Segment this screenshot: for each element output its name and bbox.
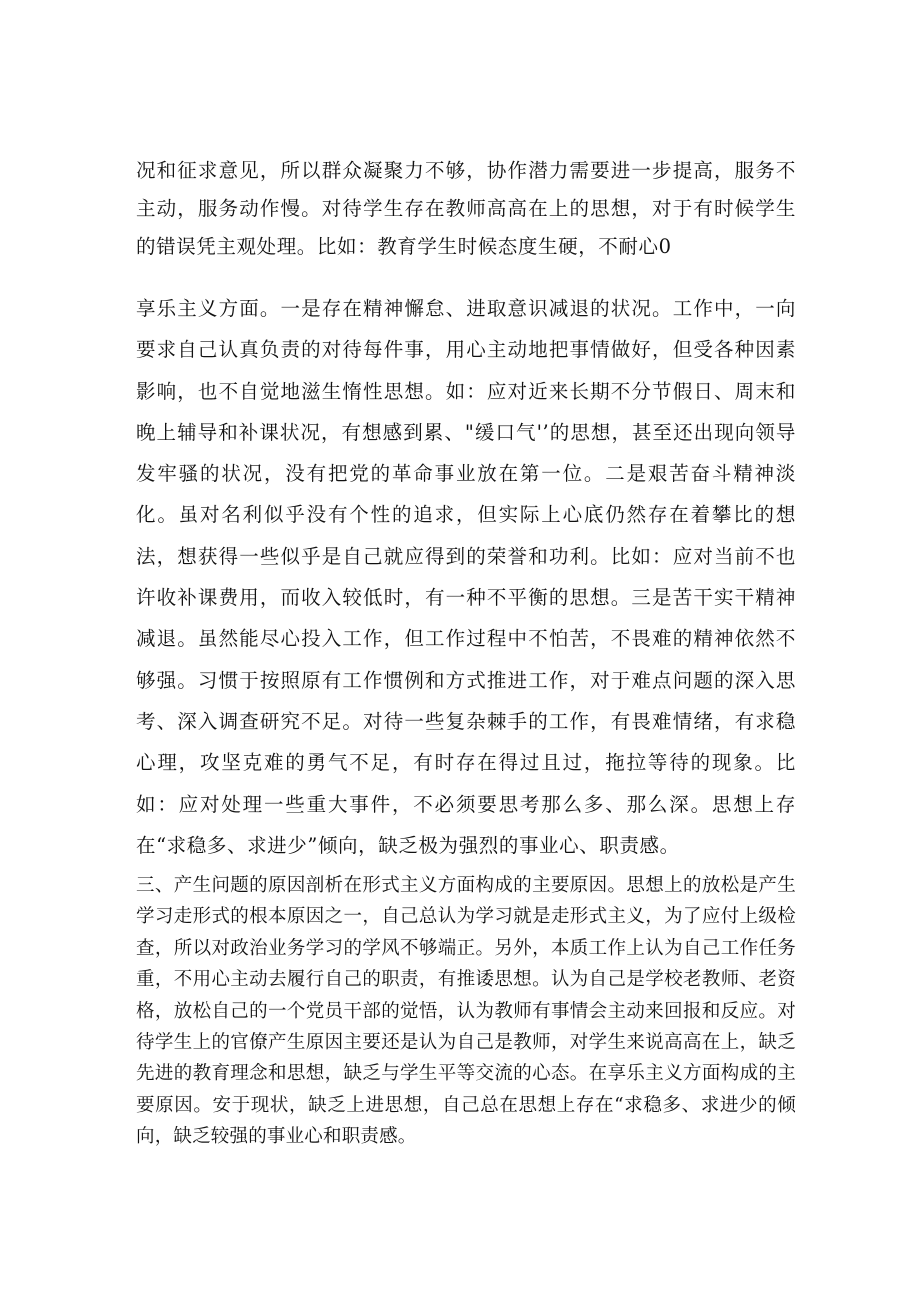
paragraph-attitude: 况和征求意见，所以群众凝聚力不够，协作潜力需要进一步提高，服务不主动，服务动作慢。对待学生存在教师高高在上的思想，对于有时候学生的错误凭主观处理。比如：教育学生时候态度生硬，不耐心0	[136, 159, 796, 258]
paragraph-cause-analysis: 三、产生问题的原因剖析在形式主义方面构成的主要原因。思想上的放松是产生学习走形式的根本原因之一，自己总认为学习就是走形式主义，为了应付上级检查，所以对政治业务学习的学风不够端正。另外，本质工作上认为自己工作任务重，不用心主动去履行自己的职责，有推诿思想。认为自己是学校老教师、老资格，放松自己的一个党员干部的觉悟，认为教师有事情会主动来回报和反应。对待学生上的官僚产生原因主要还是认为自己是教师，对学生来说高高在上，缺乏先进的教育理念和思想，缺乏与学生平等交流的心态。在享乐主义方面构成的主要原因。安于现状，缺乏上进思想，自己总在思想上存在“求稳多、求进少的倾向，缺乏较强的事业心和职责感。	[136, 875, 796, 1148]
paragraph-hedonism: 享乐主义方面。一是存在精神懈怠、进取意识减退的状况。工作中，一向要求自己认真负责的对待每件事，用心主动地把事情做好，但受各种因素影响，也不自觉地滋生惰性思想。如：应对近来长期不分节假日、周末和晚上辅导和补课状况，有想感到累、"缓口气'’的思想，甚至还出现向领导发牢骚的状况，没有把党的革命事业放在第一位。二是艰苦奋斗精神淡化。虽对名利似乎没有个性的追求，但实际上心底仍然存在着攀比的想法，想获得一些似乎是自己就应得到的荣誉和功利。比如：应对当前不也许收补课费用，而收入较低时，有一种不平衡的思想。三是苦干实干精神减退。虽然能尽心投入工作，但工作过程中不怕苦，不畏难的精神依然不够强。习惯于按照原有工作惯例和方式推进工作，对于难点问题的深入思考、深入调查研究不足。对待一些复杂棘手的工作，有畏难情绪，有求稳心理，攻坚克难的勇气不足，有时存在得过且过，拖拉等待的现象。比如：应对处理一些重大事件，不必须要思考那么多、那么深。思想上存在“求稳多、求进少”倾向，缺乏极为强烈的事业心、职责感。	[136, 297, 796, 857]
